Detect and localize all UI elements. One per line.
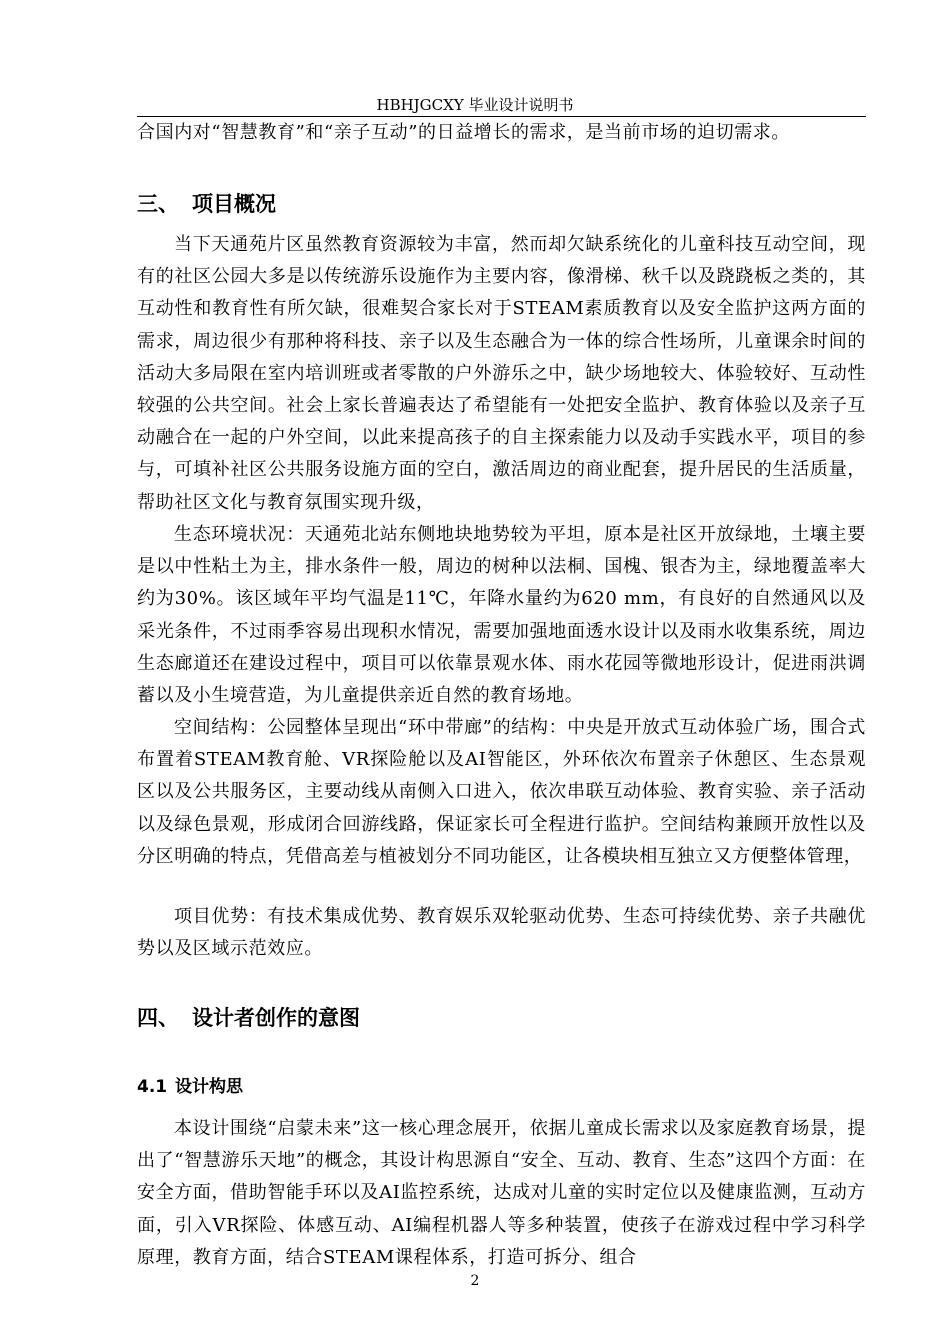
paragraph-background: 当下天通苑片区虽然教育资源较为丰富，然而却欠缺系统化的儿童科技互动空间，现有的社区公园大多是以传统游乐设施作为主要内容，像滑梯、秋千以及跷跷板之类的，其互动性和教育性有所欠缺，很难契合家长对于STEAM素质教育以及安全监护这两方面的需求，周边很少有那种将科技、亲子以及生态融合为一体的综合性场所，儿童课余时间的活动大多局限在室内培训班或者零散的户外游乐之中，缺少场地较大、体验较好、互动性较强的公共空间。社会上家长普遍表达了希望能有一处把安全监护、教育体验以及亲子互动融合在一起的户外空间，以此来提高孩子的自主探索能力以及动手实践水平，项目的参与，可填补社区公共服务设施方面的空白，激活周边的商业配套，提升居民的生活质量，帮助社区文化与教育氛围实现升级， [137,234,866,513]
paragraph-design-concept: 本设计围绕“启蒙未来”这一核心理念展开，依据儿童成长需求以及家庭教育场景，提出了“智慧游乐天地”的概念，其设计构思源自“安全、互动、教育、生态”这四个方面：在安全方面，借助智能手环以及AI监控系统，达成对儿童的实时定位以及健康监测，互动方面，引入VR探险、体感互动、AI编程机器人等多种装置，使孩子在游戏过程中学习科学原理，教育方面，结合STEAM课程体系，打造可拆分、组合 [137,1118,866,1268]
paragraph-advantages: 项目优势：有技术集成优势、教育娱乐双轮驱动优势、生态可持续优势、亲子共融优势以及区域示范效应。 [137,906,866,960]
running-header: HBHJGCXY 毕业设计说明书 [376,96,574,114]
subsection-title: 设计构思 [175,1077,243,1097]
section-heading-4 [137,1004,866,1032]
section-number: 四、 [137,1006,179,1030]
section-title: 项目概况 [192,192,276,216]
subsection-heading-4-1 [137,1075,866,1099]
subsection-number: 4.1 [137,1077,168,1097]
section-title: 设计者创作的意图 [192,1006,360,1030]
continuation-paragraph: 合国内对“智慧教育”和“亲子互动”的日益增长的需求，是当前市场的迫切需求。 [137,122,791,143]
section-heading-3 [137,190,866,218]
paragraph-ecology: 生态环境状况：天通苑北站东侧地块地势较为平坦，原本是社区开放绿地，土壤主要是以中性粘土为主，排水条件一般，周边的树种以法桐、国槐、银杏为主，绿地覆盖率大约为30%。该区域年平均气温是11℃，年降水量约为620 mm，有良好的自然通风以及采光条件，不过雨季容易出现积水情况，需要加强地面透水设计以及雨水收集系统，周边生态廊道还在建设过程中，项目可以依靠景观水体、雨水花园等微地形设计，促进雨洪调蓄以及小生境营造，为儿童提供亲近自然的教育场地。 [137,524,866,707]
page-number: 2 [470,1273,480,1289]
paragraph-spatial-structure: 空间结构：公园整体呈现出“环中带廊”的结构：中央是开放式互动体验广场，围合式布置着STEAM教育舱、VR探险舱以及AI智能区，外环依次布置亲子休憩区、生态景观区以及公共服务区，主要动线从南侧入口进入，依次串联互动体验、教育实验、亲子活动以及绿色景观，形成闭合回游线路，保证家长可全程进行监护。空间结构兼顾开放性以及分区明确的特点，凭借高差与植被划分不同功能区，让各模块相互独立又方便整体管理， [137,717,866,867]
section-number: 三、 [137,192,179,216]
